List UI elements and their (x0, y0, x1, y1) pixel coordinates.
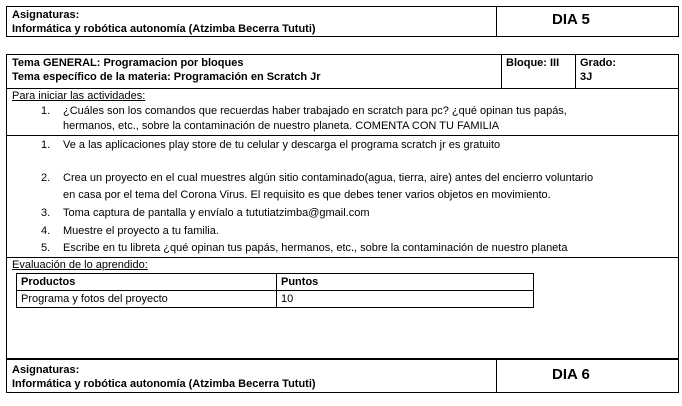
grado-label: Grado: (580, 57, 617, 69)
table-header-row (17, 274, 534, 291)
tema-general: Tema GENERAL: Programacion por bloques (12, 57, 244, 69)
activity-number: 5. (41, 242, 51, 254)
top-subject-name: Informática y robótica autonomía (Atzimba Becerra Tututi) (12, 23, 316, 35)
table-header-productos: Productos (17, 274, 277, 291)
bottom-subject-label: Asignaturas: (12, 364, 80, 376)
top-header-box (6, 6, 679, 37)
table-cell-producto: Programa y fotos del proyecto (17, 291, 277, 308)
activity-number: 3. (41, 207, 51, 219)
top-day-label: DIA 5 (552, 11, 590, 28)
activity-line: en casa por el tema del Corona Virus. El requisito es que debes tener varios objetos en movimiento. (63, 189, 551, 201)
evaluacion-heading: Evaluación de lo aprendido: (12, 259, 148, 271)
activity-number: 1. (41, 139, 51, 151)
table-row (17, 291, 534, 308)
tema-especifico: Tema específico de la materia: Programación en Scratch Jr (12, 71, 321, 83)
grado-value: 3J (580, 71, 593, 83)
activity-number: 2. (41, 172, 51, 184)
table-cell-puntos: 10 (277, 291, 534, 308)
activity-number: 4. (41, 225, 51, 237)
evaluation-table (16, 273, 534, 308)
top-subject-label: Asignaturas: (12, 9, 80, 21)
inicio-item-line-1: ¿Cuáles son los comandos que recuerdas haber trabajado en scratch para pc? ¿qué opinan tus papás, (63, 105, 567, 117)
lesson-plan-box (6, 54, 679, 359)
bottom-subject-name: Informática y robótica autonomía (Atzimba Becerra Tututi) (12, 378, 316, 390)
bloque-label: Bloque: III (506, 57, 560, 69)
inicio-heading: Para iniciar las actividades: (12, 90, 146, 102)
activity-line: Crea un proyecto en el cual muestres algún sitio contaminado(agua, tierra, aire) antes del encierro voluntario (63, 172, 594, 184)
table-header-puntos: Puntos (277, 274, 534, 291)
activity-line: Escribe en tu libreta ¿qué opinan tus papás, hermanos, etc., sobre la contaminación de nuestro planeta (63, 242, 568, 254)
inicio-item-line-2: hermanos, etc., sobre la contaminación de nuestro planeta. COMENTA CON TU FAMILIA (63, 120, 500, 132)
activity-line: Muestre el proyecto a tu familia. (63, 225, 219, 237)
activity-line: Toma captura de pantalla y envíalo a tututiatzimba@gmail.com (63, 207, 370, 219)
bottom-header-box (6, 359, 679, 393)
inicio-item-number: 1. (41, 105, 51, 117)
bottom-day-label: DIA 6 (552, 366, 590, 383)
activity-line: Ve a las aplicaciones play store de tu celular y descarga el programa scratch jr es gratuito (63, 139, 501, 151)
